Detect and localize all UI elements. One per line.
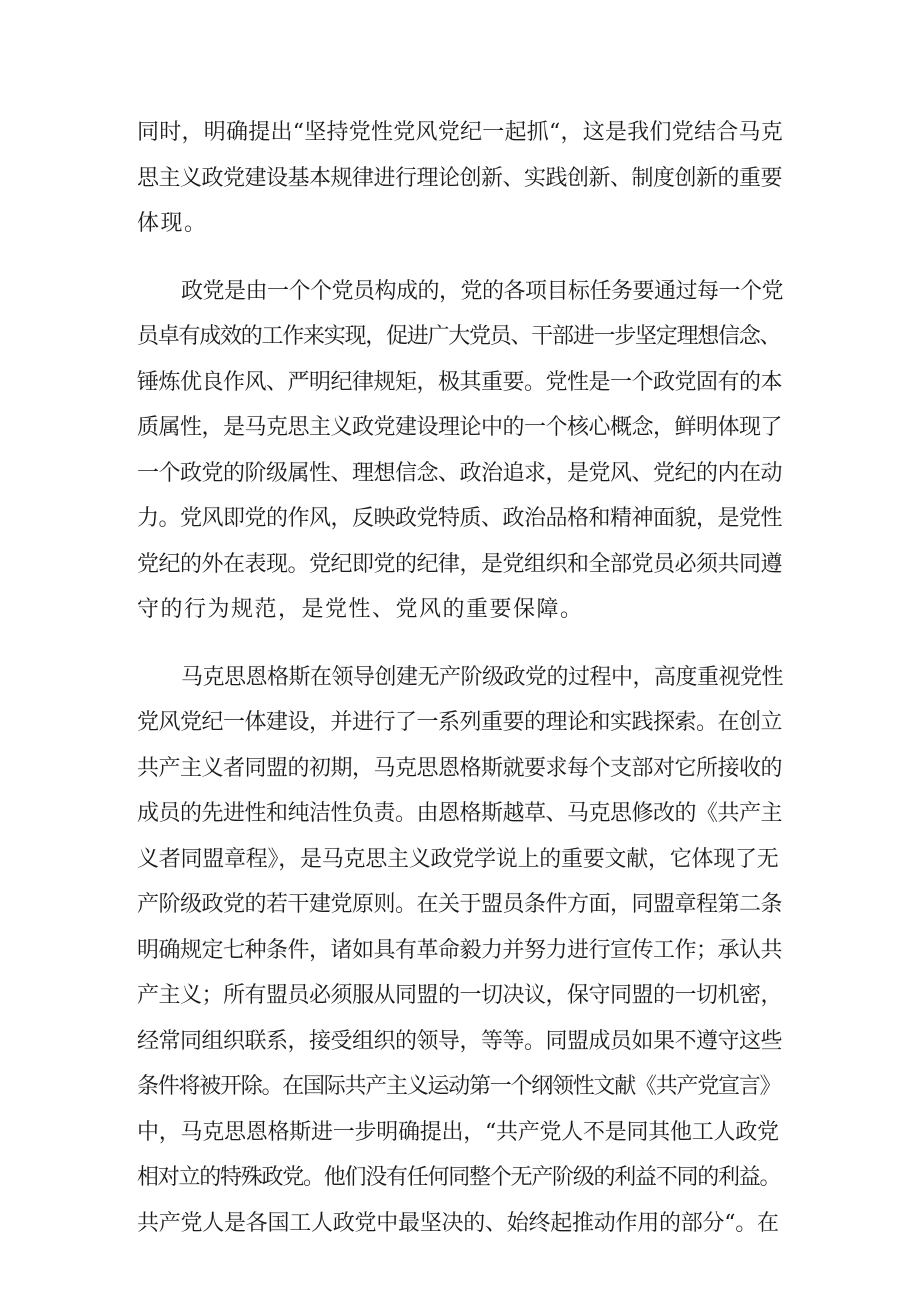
text-line: 思主义政党建设基本规律进行理论创新、实践创新、制度创新的重要 [137,165,783,191]
text-line: 成员的先进性和纯洁性负责。由恩格斯越草、马克思修改的《共产主 [137,801,783,826]
text-line: 体现。 [137,211,208,236]
text-line: 义者同盟章程》，是马克思主义政党学说上的重要文献，它体现了无 [137,846,779,872]
text-line: 锤炼优良作风、严明纪律规矩，极其重要。党性是一个政党固有的本 [137,369,783,395]
text-line: 共产主义者同盟的初期，马克思恩格斯就要求每个支部对它所接收的 [137,755,783,781]
paragraph-spacer [137,633,785,655]
text-line: 相对立的特殊政党。他们没有任何同整个无产阶级的利益不同的利益。 [137,1165,781,1190]
text-line: 党风党纪一体建设，并进行了一系列重要的理论和实践探索。在创立 [137,710,783,735]
text-line: 守的行为规范，是党性、党风的重要保障。 [137,597,584,622]
text-line: 政党是由一个个党员构成的，党的各项目标任务要通过每一个党 [181,278,784,304]
text-line: 共产党人是各国工人政党中最坚决的、始终起推动作用的部分“。在 [137,1210,779,1236]
text-line: 质属性，是马克思主义政党建设理论中的一个核心概念，鲜明体现了 [137,415,783,440]
text-line: 力。党风即党的作风，反映政党特质、政治品格和精神面貌，是党性 [137,506,783,531]
text-line: 条件将被开除。在国际共产主义运动第一个纲领性文献《共产党宣言》 [137,1074,781,1099]
text-line: 一个政党的阶级属性、理想信念、政治追求，是党风、党纪的内在动 [137,460,783,486]
text-line: 同时，明确提出“坚持党性党风党纪一起抓“，这是我们党结合马克 [137,120,783,145]
text-line: 产主义；所有盟员必须服从同盟的一切决议，保守同盟的一切机密， [137,983,783,1008]
text-line: 中，马克思恩格斯进一步明确提出，“共产党人不是同其他工人政党 [137,1119,779,1145]
text-line: 党纪的外在表现。党纪即党的纪律，是党组织和全部党员必须共同遵 [137,551,783,577]
text-line: 员卓有成效的工作来实现，促进广大党员、干部进一步坚定理想信念、 [137,324,781,349]
text-line: 产阶级政党的若干建党原则。在关于盟员条件方面，同盟章程第二条 [137,892,783,917]
text-line: 明确规定七种条件，诸如具有革命毅力并努力进行宣传工作；承认共 [137,937,783,963]
paragraph-1 [137,110,785,247]
document-body [137,110,785,1246]
text-line: 经常同组织联系，接受组织的领导，等等。同盟成员如果不遵守这些 [137,1028,783,1054]
paragraph-2 [137,269,785,633]
paragraph-spacer [137,247,785,269]
paragraph-3 [137,655,785,1247]
text-line: 马克思恩格斯在领导创建无产阶级政党的过程中，高度重视党性 [181,664,784,690]
